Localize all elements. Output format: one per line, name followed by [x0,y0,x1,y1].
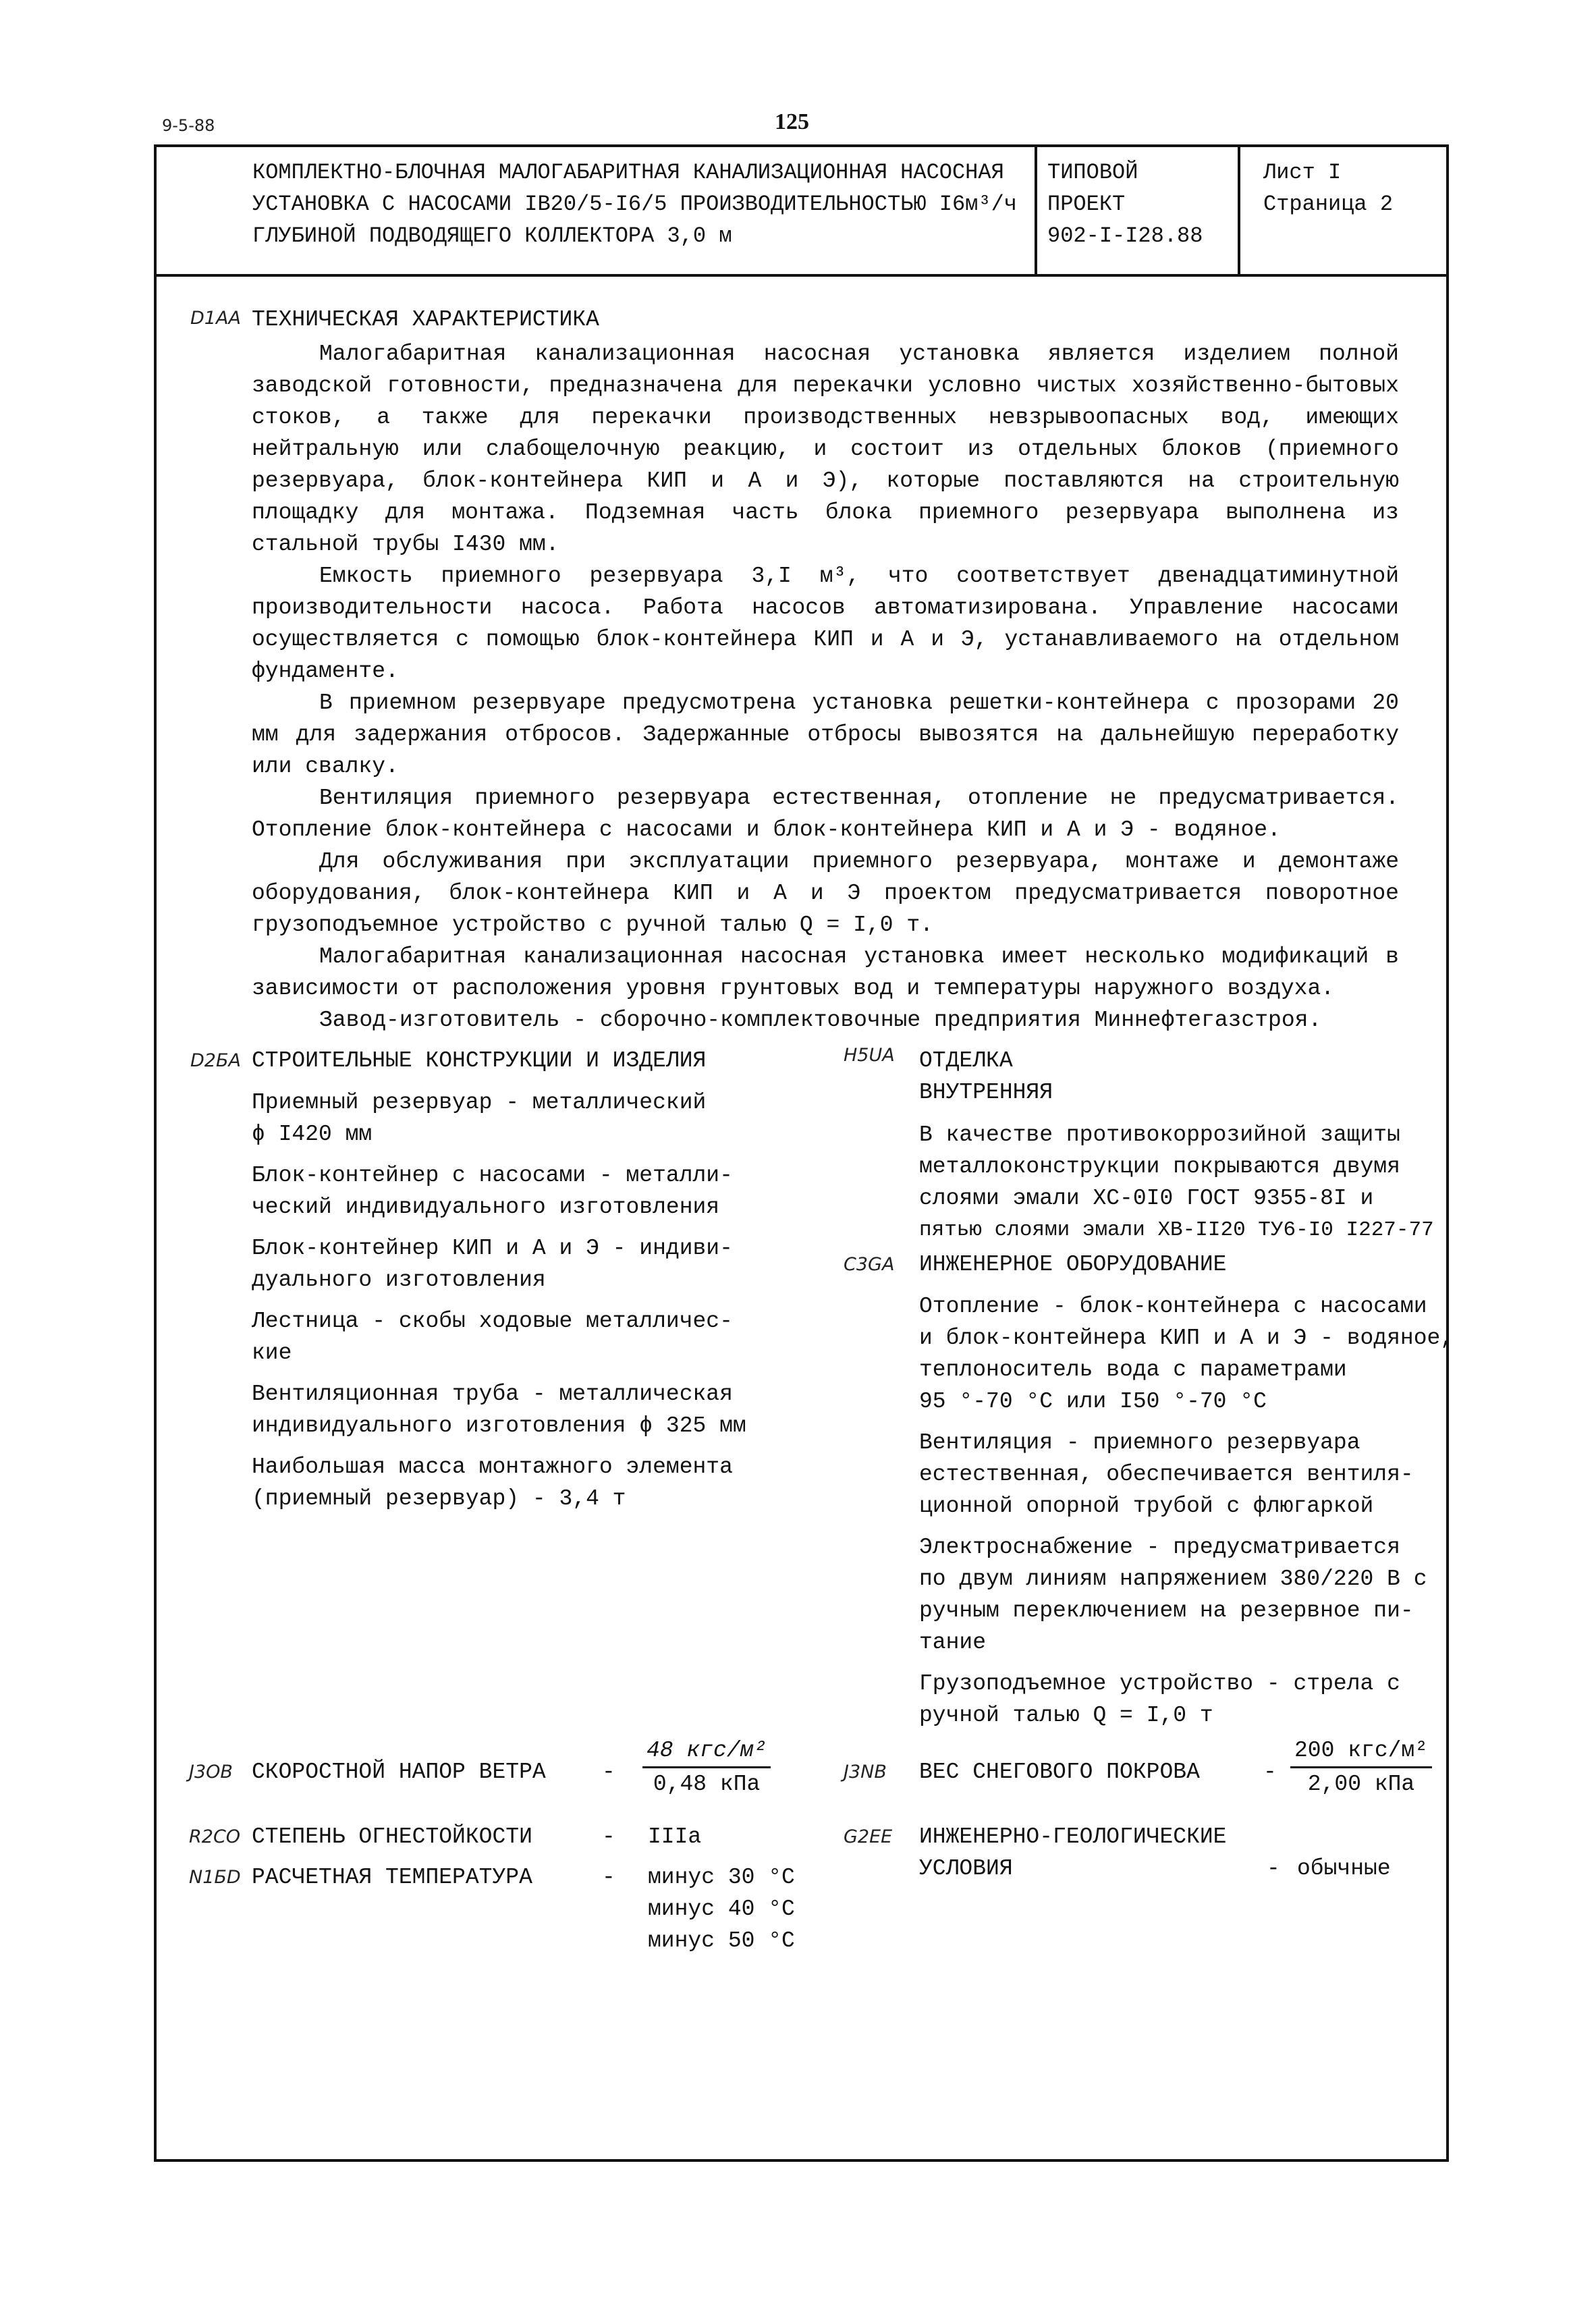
finish-line: В качестве противокоррозийной защиты [919,1122,1400,1147]
construct-item [252,1451,846,1515]
page-index: Страница 2 [1263,192,1394,217]
item-line: Вентиляционная труба - металлическая [252,1382,733,1407]
wind-value-kgs: 48 кгс/м² [642,1735,771,1768]
construct-item [252,1160,846,1223]
item-line: Электроснабжение - предусматривается [919,1535,1400,1560]
project-title-line: КОМПЛЕКТНО-БЛОЧНАЯ МАЛОГАБАРИТНАЯ КАНАЛИЗАЦИОННАЯ НАСОСНАЯ [252,160,1004,185]
param-code: G2EE [844,1826,893,1847]
project-title-line: УСТАНОВКА С НАСОСАМИ IВ20/5-I6/5 ПРОИЗВОДИТЕЛЬНОСТЬЮ I6м³/ч [252,192,1017,217]
temperature-dash: - [602,1865,615,1890]
param-code: J3OB [189,1762,233,1783]
engineering-item [919,1668,1452,1731]
section-title-engineering: ИНЖЕНЕРНОЕ ОБОРУДОВАНИЕ [919,1252,1227,1277]
geology-label-line: УСЛОВИЯ [919,1856,1013,1881]
item-line: Приемный резервуар - металлический [252,1090,707,1115]
page-number: 125 [775,109,809,134]
section-title-tech: ТЕХНИЧЕСКАЯ ХАРАКТЕРИСТИКА [252,307,599,332]
item-line: индивидуального изготовления ϕ 325 мм [252,1413,746,1438]
item-line: 95 °-70 °C или I50 °-70 °C [919,1389,1267,1414]
tech-paragraph: В приемном резервуаре предусмотрена установка решетки-контейнера с прозорами 20 мм для задержания отбросов. Задержанные отбросы вывозятся на дальнейшую переработку или свалку. [252,690,1399,779]
tech-paragraph: Малогабаритная канализационная насосная установка имеет несколько модификаций в зависимости от расположения уровня грунтовых вод и температуры наружного воздуха. [252,944,1399,1001]
date-stamp: 9-5-88 [162,116,215,135]
item-line: естественная, обеспечивается вентиля- [919,1462,1414,1487]
wind-label: СКОРОСТНОЙ НАПОР ВЕТРА [252,1760,546,1785]
title-block [157,147,1446,277]
sheet-info [1263,157,1446,220]
engineering-item [919,1290,1452,1417]
temperature-label: РАСЧЕТНАЯ ТЕМПЕРАТУРА [252,1865,532,1890]
fire-label: СТЕПЕНЬ ОГНЕСТОЙКОСТИ [252,1824,532,1849]
snow-value-kpa: 2,00 кПа [1307,1772,1415,1797]
item-line: Вентиляция - приемного резервуара [919,1430,1360,1455]
construct-item [252,1378,846,1442]
finish-title: ОТДЕЛКА [919,1048,1013,1073]
finish-text [919,1119,1452,1246]
item-line: ционной опорной трубой с флюгаркой [919,1494,1374,1519]
param-code: N1БD [189,1867,241,1888]
geology-value: обычные [1297,1856,1391,1881]
item-line: теплоноситель вода с параметрами [919,1357,1347,1382]
construct-list [252,1087,846,1524]
finish-line: металлоконструкции покрываются двумя [919,1154,1400,1179]
item-line: (приемный резервуар) - 3,4 т [252,1486,626,1511]
item-line: дуального изготовления [252,1268,546,1292]
project-title-line: ГЛУБИНОЙ ПОДВОДЯЩЕГО КОЛЛЕКТОРА 3,0 м [252,223,732,248]
item-line: ϕ I420 мм [252,1122,373,1147]
item-line: ручной талью Q = I,0 т [919,1703,1213,1728]
fire-dash: - [602,1824,615,1849]
item-line: тание [919,1630,987,1655]
temperature-value: минус 40 °C [648,1897,795,1922]
section-code: H5UA [844,1045,895,1066]
wind-dash: - [602,1760,615,1785]
wind-value [642,1735,771,1800]
engineering-item [919,1427,1452,1522]
item-line: Отопление - блок-контейнера с насосами [919,1294,1427,1319]
tech-paragraph: Завод-изготовитель - сборочно-комплектовочные предприятия Миннефтегазстроя. [319,1008,1322,1033]
tech-paragraph: Емкость приемного резервуара 3,I м³, что соответствует двенадцатиминутной производительности насоса. Работа насосов автоматизирована. Управление насосами осуществляется с помощью блок-контейнера КИП и А и Э, устанавливаемого на отдельном фундаменте. [252,564,1399,684]
project-type-line: ПРОЕКТ [1047,192,1126,217]
project-number: 902-I-I28.88 [1047,223,1203,248]
item-line: и блок-контейнера КИП и А и Э - водяное, [919,1326,1454,1351]
snow-value-kgs: 200 кгс/м² [1290,1735,1432,1768]
construct-item [252,1087,846,1150]
snow-label: ВЕС СНЕГОВОГО ПОКРОВА [919,1760,1200,1785]
finish-subtitle: ВНУТРЕННЯЯ [919,1080,1053,1105]
engineering-list [919,1290,1452,1741]
item-line: по двум линиям напряжением 380/220 В с [919,1567,1427,1591]
item-line: Лестница - скобы ходовые металличес- [252,1309,733,1334]
temperature-values [648,1861,795,1957]
project-type [1047,157,1230,252]
geology-dash: - [1267,1856,1280,1881]
item-line: ручным переключением на резервное пи- [919,1598,1414,1623]
snow-value [1290,1735,1432,1800]
geology-label [919,1821,1226,1884]
finish-line: пятью слоями эмали ХВ-II20 ТУ6-I0 I227-77 [919,1218,1434,1242]
item-line: Грузоподъемное устройство - стрела с [919,1671,1400,1696]
section-code: D2БA [190,1050,241,1071]
section-code: D1AA [190,308,241,329]
project-title [252,157,1028,252]
sheet-number: Лист I [1263,160,1342,185]
wind-value-kpa: 0,48 кПа [653,1772,761,1797]
tech-paragraph: Вентиляция приемного резервуара естественная, отопление не предусматривается. Отопление блок-контейнера с насосами и блок-контейнера КИП и А и Э - водяное. [252,786,1399,842]
section-title-construct: СТРОИТЕЛЬНЫЕ КОНСТРУКЦИИ И ИЗДЕЛИЯ [252,1048,707,1073]
document-frame [154,144,1454,2162]
temperature-value: минус 50 °C [648,1928,795,1953]
item-line: Блок-контейнер с насосами - металли- [252,1163,733,1188]
tech-paragraph: Малогабаритная канализационная насосная установка является изделием полной заводской готовности, предназначена для перекачки условно чистых хозяйственно-бытовых стоков, а также для перекачки производственных невзрывоопасных вод, имеющих нейтральную или слабощелочную реакцию, и состоит из отдельных блоков (приемного резервуара, блок-контейнера КИП и А и Э), которые поставляются на строительную площадку для монтажа. Подземная часть блока приемного резервуара выполнена из стальной трубы I430 мм. [252,342,1399,557]
section-title-finish [919,1045,1053,1108]
fire-value: IIIа [648,1824,702,1849]
project-type-line: ТИПОВОЙ [1047,160,1138,185]
param-code: J3NB [844,1762,887,1783]
param-code: R2CO [189,1826,241,1847]
engineering-item [919,1531,1452,1658]
item-line: Наибольшая масса монтажного элемента [252,1454,733,1479]
tech-description [252,338,1399,1036]
snow-dash: - [1263,1760,1277,1785]
temperature-value: минус 30 °C [648,1865,795,1890]
construct-item [252,1232,846,1296]
item-line: кие [252,1340,292,1365]
finish-line: слоями эмали ХС-0I0 ГОСТ 9355-8I и [919,1186,1374,1211]
section-code: C3GA [844,1254,895,1275]
item-line: Блок-контейнер КИП и А и Э - индиви- [252,1236,733,1261]
geology-label-line: ИНЖЕНЕРНО-ГЕОЛОГИЧЕСКИЕ [919,1824,1227,1849]
tech-paragraph: Для обслуживания при эксплуатации приемного резервуара, монтаже и демонтаже оборудования, блок-контейнера КИП и А и Э проектом предусматривается поворотное грузоподъемное устройство с ручной талью Q = I,0 т. [252,849,1399,937]
item-line: ческий индивидуального изготовления [252,1195,720,1220]
construct-item [252,1305,846,1369]
